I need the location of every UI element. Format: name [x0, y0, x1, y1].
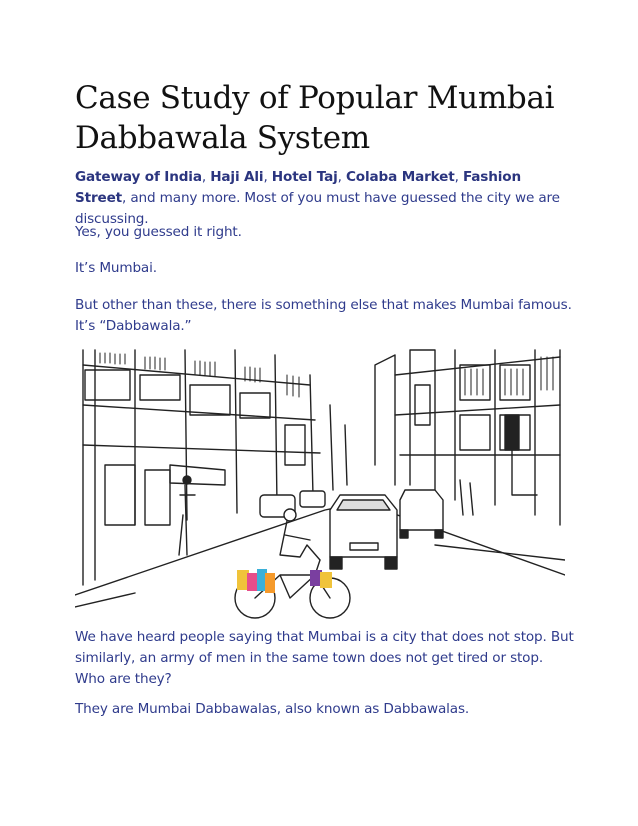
intro-tail: , and many more. Most of you must have guessed the city we are discussing.	[75, 190, 560, 227]
separator: ,	[263, 169, 272, 185]
paragraph-guessed: Yes, you guessed it right.	[75, 224, 242, 240]
distant-car-mid	[300, 491, 325, 507]
paragraph-they-are: They are Mumbai Dabbawalas, also known as Dabbawalas.	[75, 701, 470, 717]
landmark-colaba-market: Colaba Market	[345, 169, 455, 185]
paragraph-mumbai: It’s Mumbai.	[75, 260, 157, 276]
separator: ,	[201, 169, 211, 185]
landmark-haji-ali: Haji Ali	[210, 169, 264, 185]
landmark-hotel-taj: Hotel Taj	[271, 169, 338, 185]
kerb-left	[75, 593, 135, 607]
paragraph-dabbawala: But other than these, there is something else that makes Mumbai famous. It’s “Dabbawala.”	[75, 297, 572, 334]
kerb-right	[435, 545, 565, 560]
separator: ,	[454, 169, 463, 185]
intro-paragraph	[75, 167, 575, 230]
tiffin-bags	[237, 569, 332, 593]
paragraph-city-never-stops: We have heard people saying that Mumbai is a city that does not stop. But similarly, an army of men in the same town does not get tired or stop. Who are they?	[75, 629, 574, 687]
second-car	[400, 490, 443, 538]
page-title: Case Study of Popular Mumbai Dabbawala System	[75, 80, 555, 156]
left-buildings	[83, 350, 347, 585]
landmark-gateway: Gateway of India	[75, 169, 202, 185]
separator: ,	[337, 169, 346, 185]
landmark-fashion-street: Fashion Street	[75, 169, 521, 206]
pedestrians-right	[460, 480, 473, 515]
street-illustration	[75, 345, 565, 625]
main-car	[330, 495, 397, 569]
